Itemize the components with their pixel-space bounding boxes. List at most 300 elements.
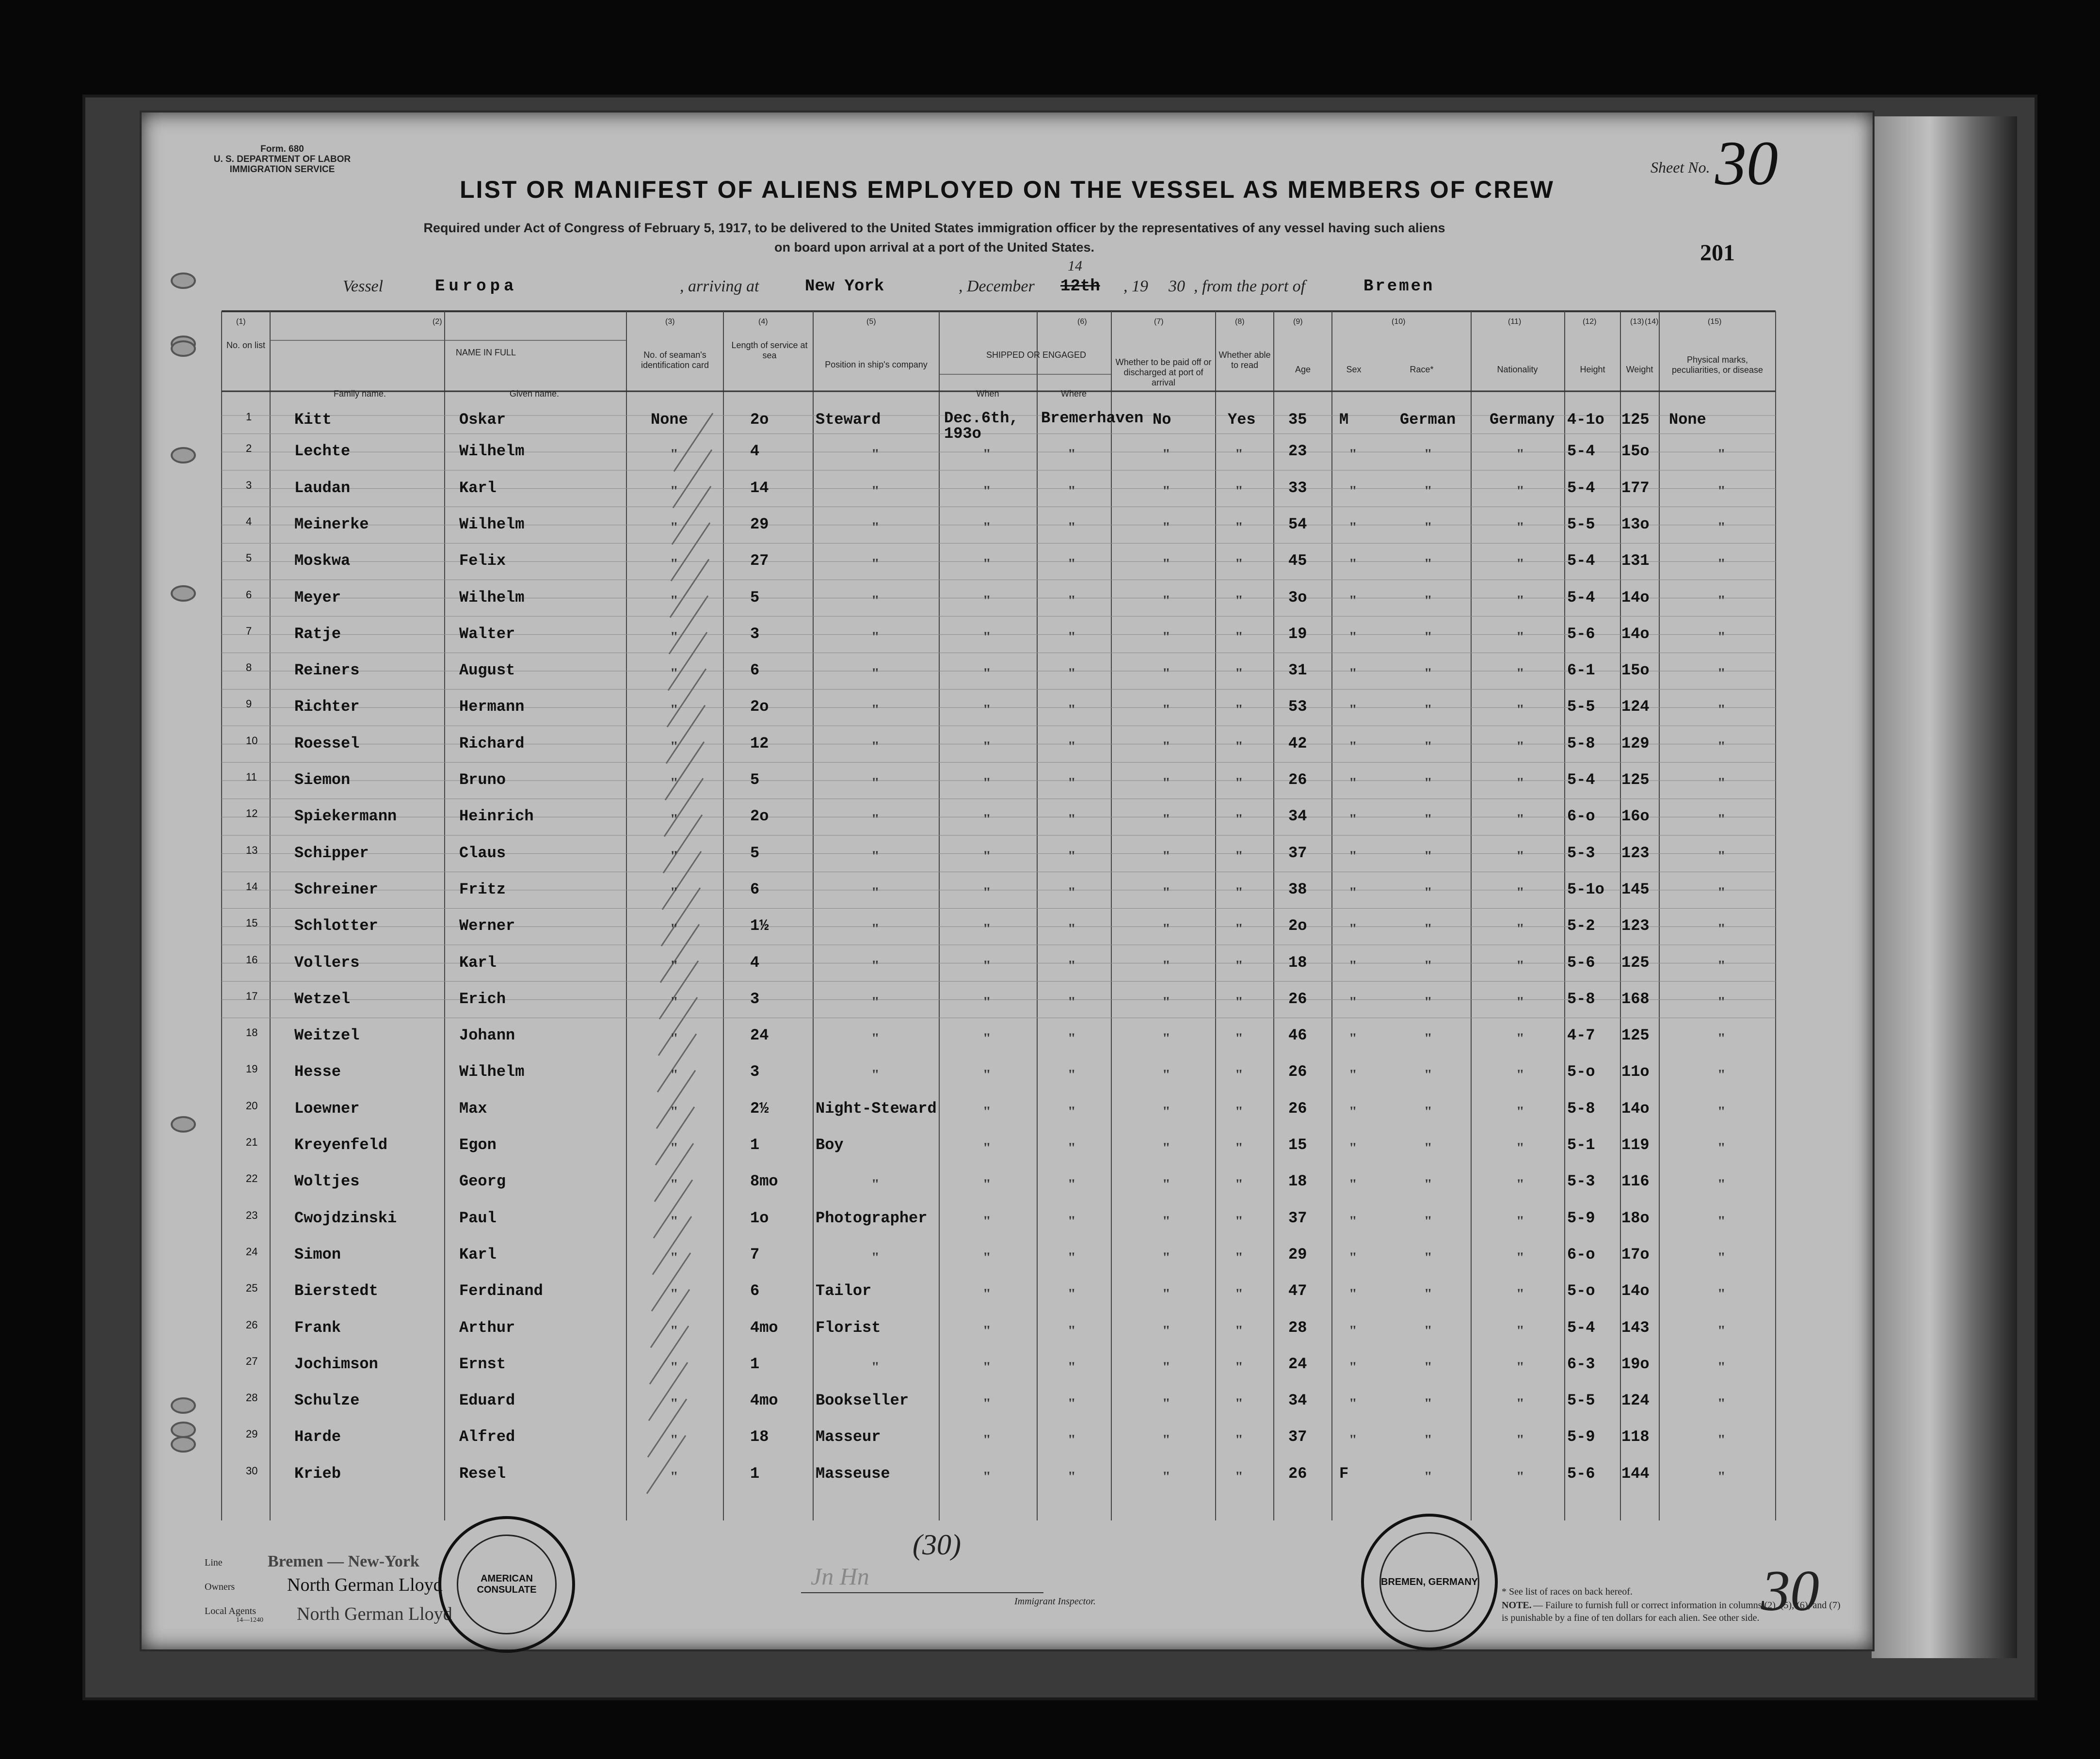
ditto-mark: " — [670, 1432, 678, 1448]
ditto-mark: " — [1235, 1249, 1243, 1265]
page-number: 201 — [1700, 240, 1735, 266]
ditto-mark: " — [1424, 1359, 1432, 1375]
ditto-mark: " — [670, 1140, 678, 1156]
cell-age: 31 — [1288, 661, 1307, 680]
column-number: (4) — [758, 318, 768, 326]
ditto-mark: " — [670, 811, 678, 828]
cell-weight: 14o — [1621, 588, 1650, 607]
column-number: (13) — [1630, 318, 1644, 326]
ditto-mark: " — [983, 446, 991, 463]
ditto-mark: " — [1162, 884, 1170, 900]
ditto-mark: " — [1424, 1468, 1432, 1485]
cell-length: 5 — [750, 588, 760, 607]
row-number: 15 — [246, 917, 258, 929]
row-number: 8 — [246, 661, 252, 674]
cell-family: Jochimson — [294, 1355, 378, 1373]
cell-given: Oskar — [459, 411, 506, 429]
ditto-mark: " — [1516, 1249, 1524, 1265]
ditto-mark: " — [1424, 1103, 1432, 1119]
ditto-mark: " — [871, 993, 880, 1010]
agents-code: 14—1240 — [236, 1616, 263, 1624]
cell-given: Arthur — [459, 1318, 515, 1337]
ditto-mark: " — [1162, 1249, 1170, 1265]
cell-family: Hesse — [294, 1063, 341, 1081]
ditto-mark: " — [1516, 628, 1524, 645]
ditto-mark: " — [871, 1030, 880, 1047]
cell-weight: 118 — [1621, 1428, 1650, 1446]
cell-family: Schlotter — [294, 917, 378, 935]
ditto-mark: " — [1516, 1213, 1524, 1229]
count-mark: (30) — [913, 1529, 961, 1561]
row-number: 7 — [246, 624, 252, 637]
ditto-mark: " — [1717, 519, 1726, 535]
cell-weight: 14o — [1621, 1099, 1650, 1118]
ditto-mark: " — [1717, 921, 1726, 937]
cell-weight: 11o — [1621, 1063, 1650, 1081]
cell-weight: 168 — [1621, 990, 1650, 1008]
ditto-mark: " — [1162, 1359, 1170, 1375]
ditto-mark: " — [1235, 1176, 1243, 1193]
column-number: (3) — [665, 318, 675, 326]
cell-family: Cwojdzinski — [294, 1209, 397, 1227]
cell-family: Ratje — [294, 624, 341, 643]
cell-height: 6-o — [1567, 807, 1595, 826]
ditto-mark: " — [1235, 1067, 1243, 1083]
ditto-mark: " — [670, 519, 678, 535]
date-day: 12th — [1060, 277, 1100, 296]
ditto-mark: " — [1162, 848, 1170, 864]
ditto-mark: " — [1424, 775, 1432, 791]
ditto-mark: " — [670, 957, 678, 974]
cell-age: 29 — [1288, 1245, 1307, 1263]
ditto-mark: " — [1162, 1432, 1170, 1448]
cell-given: Alfred — [459, 1428, 515, 1446]
ditto-mark: " — [1717, 811, 1726, 828]
ditto-mark: " — [1717, 1249, 1726, 1265]
column-header-age: Age — [1295, 365, 1311, 374]
ditto-mark: " — [670, 1030, 678, 1047]
cell-age: 23 — [1288, 442, 1307, 461]
ditto-mark: " — [1068, 665, 1076, 682]
ditto-mark: " — [1068, 556, 1076, 572]
cell-age: 53 — [1288, 698, 1307, 716]
cell-weight: 19o — [1621, 1355, 1650, 1373]
ditto-mark: " — [1068, 811, 1076, 828]
cell-weight: 123 — [1621, 844, 1650, 862]
ditto-mark: " — [1162, 592, 1170, 608]
ditto-mark: " — [983, 1359, 991, 1375]
column-number: (14) — [1645, 318, 1659, 326]
ditto-mark: " — [983, 884, 991, 900]
ditto-mark: " — [1235, 957, 1243, 974]
cell-given: Max — [459, 1099, 487, 1118]
row-number: 13 — [246, 844, 258, 856]
ditto-mark: " — [1068, 775, 1076, 791]
cell-given: Wilhelm — [459, 515, 525, 533]
cell-family: Schreiner — [294, 880, 378, 898]
ditto-mark: " — [1068, 921, 1076, 937]
ditto-mark: " — [1235, 628, 1243, 645]
ditto-mark: " — [1235, 738, 1243, 754]
ditto-mark: " — [1424, 1176, 1432, 1193]
ditto-mark: " — [1068, 1030, 1076, 1047]
column-header-position: Position in ship's company — [825, 360, 928, 369]
ditto-mark: " — [1516, 1103, 1524, 1119]
ditto-mark: " — [1349, 775, 1357, 791]
column-number: (15) — [1708, 318, 1722, 326]
cell-weight: 177 — [1621, 479, 1650, 497]
row-number: 23 — [246, 1209, 258, 1221]
ditto-mark: " — [1516, 1322, 1524, 1339]
ditto-mark: " — [1162, 1322, 1170, 1339]
ditto-mark: " — [1235, 519, 1243, 535]
cell-length: 3 — [750, 990, 760, 1008]
ditto-mark: " — [670, 1286, 678, 1302]
ditto-mark: " — [1349, 993, 1357, 1010]
cell-weight: 145 — [1621, 880, 1650, 898]
ditto-mark: " — [1424, 1395, 1432, 1412]
cell-weight: 129 — [1621, 734, 1650, 752]
row-number: 29 — [246, 1428, 258, 1440]
ditto-mark: " — [1162, 1140, 1170, 1156]
ditto-mark: " — [1717, 884, 1726, 900]
row-number: 17 — [246, 990, 258, 1002]
ditto-mark: " — [1424, 628, 1432, 645]
cell-family: Laudan — [294, 479, 351, 497]
agents-value: North German Lloyd — [297, 1604, 452, 1624]
ditto-mark: " — [1235, 1432, 1243, 1448]
ditto-mark: " — [871, 957, 880, 974]
row-number: 10 — [246, 734, 258, 747]
cell-length: 1 — [750, 1136, 760, 1154]
ditto-mark: " — [1068, 592, 1076, 608]
cell-marks: None — [1669, 411, 1706, 429]
cell-height: 5-5 — [1567, 698, 1595, 716]
ditto-mark: " — [983, 482, 991, 499]
cell-length: 2o — [750, 807, 769, 826]
year-prefix: , 19 — [1123, 277, 1148, 295]
ditto-mark: " — [983, 1322, 991, 1339]
ditto-mark: " — [871, 446, 880, 463]
ditto-mark: " — [1068, 1140, 1076, 1156]
ditto-mark: " — [1068, 482, 1076, 499]
ditto-mark: " — [1349, 884, 1357, 900]
cell-weight: 14o — [1621, 624, 1650, 643]
row-number: 27 — [246, 1355, 258, 1367]
ditto-mark: " — [1162, 519, 1170, 535]
ditto-mark: " — [1424, 1322, 1432, 1339]
ditto-mark: " — [670, 1213, 678, 1229]
column-header-paid-off: Whether to be paid off or discharged at port of arrival — [1115, 357, 1212, 387]
cell-weight: 18o — [1621, 1209, 1650, 1227]
cell-height: 5-o — [1567, 1063, 1595, 1081]
ditto-mark: " — [1162, 1067, 1170, 1083]
ditto-mark: " — [1424, 957, 1432, 974]
cell-length: 4mo — [750, 1391, 778, 1410]
ditto-mark: " — [1717, 1213, 1726, 1229]
ditto-mark: " — [1235, 702, 1243, 718]
cell-age: 18 — [1288, 1172, 1307, 1191]
table-grid — [142, 112, 1873, 1649]
cell-length: 12 — [750, 734, 769, 752]
ditto-mark: " — [670, 775, 678, 791]
column-header-when: When — [976, 389, 999, 399]
ditto-mark: " — [871, 1067, 880, 1083]
ditto-mark: " — [1349, 921, 1357, 937]
ditto-mark: " — [1717, 848, 1726, 864]
cell-age: 24 — [1288, 1355, 1307, 1373]
cell-family: Vollers — [294, 953, 360, 972]
ditto-mark: " — [1162, 738, 1170, 754]
cell-length: 18 — [750, 1428, 769, 1446]
column-number: (5) — [866, 318, 876, 326]
ditto-mark: " — [871, 628, 880, 645]
sheet-number-label: Sheet No. — [1651, 159, 1710, 176]
cell-age: 2o — [1288, 917, 1307, 935]
ditto-mark: " — [1349, 1176, 1357, 1193]
ditto-mark: " — [1068, 1176, 1076, 1193]
cell-given: Wilhelm — [459, 1063, 525, 1081]
column-header-where: Where — [1060, 389, 1087, 399]
cell-given: Paul — [459, 1209, 497, 1227]
cell-length: 3 — [750, 1063, 760, 1081]
cell-height: 5-4 — [1567, 552, 1595, 570]
cell-sex: M — [1339, 411, 1349, 429]
cell-length: 1o — [750, 1209, 769, 1227]
ditto-mark: " — [1516, 848, 1524, 864]
cell-position: Boy — [816, 1136, 844, 1154]
cell-length: 1 — [750, 1355, 760, 1373]
cell-length: 14 — [750, 479, 769, 497]
cell-height: 5-8 — [1567, 734, 1595, 752]
ditto-mark: " — [1717, 556, 1726, 572]
cell-length: 27 — [750, 552, 769, 570]
ditto-mark: " — [1162, 1103, 1170, 1119]
ditto-mark: " — [1235, 1140, 1243, 1156]
cell-height: 5-5 — [1567, 515, 1595, 533]
cell-weight: 124 — [1621, 1391, 1650, 1410]
column-header-able-read: Whether able to read — [1218, 350, 1271, 370]
arriving-label: , arriving at — [680, 277, 759, 295]
cell-given: Heinrich — [459, 807, 534, 826]
cell-position: Steward — [816, 411, 881, 429]
cell-height: 6-o — [1567, 1245, 1595, 1263]
cell-age: 54 — [1288, 515, 1307, 533]
ditto-mark: " — [1424, 592, 1432, 608]
ditto-mark: " — [983, 1468, 991, 1485]
cell-length: 5 — [750, 771, 760, 789]
cell-weight: 14o — [1621, 1282, 1650, 1300]
cell-height: 5-6 — [1567, 624, 1595, 643]
ditto-mark: " — [1516, 482, 1524, 499]
ditto-mark: " — [1717, 957, 1726, 974]
ditto-mark: " — [670, 702, 678, 718]
cell-given: Ernst — [459, 1355, 506, 1373]
ditto-mark: " — [1162, 556, 1170, 572]
cell-sex: F — [1339, 1464, 1349, 1483]
cell-family: Simon — [294, 1245, 341, 1263]
ditto-mark: " — [1516, 775, 1524, 791]
cell-id_card: None — [651, 411, 688, 429]
cell-age: 18 — [1288, 953, 1307, 972]
ditto-mark: " — [1235, 921, 1243, 937]
ditto-mark: " — [1516, 884, 1524, 900]
service: IMMIGRATION SERVICE — [229, 164, 335, 175]
cell-position: Bookseller — [816, 1391, 909, 1410]
ditto-mark: " — [670, 1176, 678, 1193]
cell-age: 42 — [1288, 734, 1307, 752]
column-number: (1) — [236, 318, 246, 326]
ditto-mark: " — [1424, 556, 1432, 572]
cell-length: 6 — [750, 661, 760, 680]
ditto-mark: " — [1235, 665, 1243, 682]
ditto-mark: " — [1349, 628, 1357, 645]
cell-age: 26 — [1288, 771, 1307, 789]
ditto-mark: " — [983, 1249, 991, 1265]
ditto-mark: " — [1349, 1359, 1357, 1375]
ditto-mark: " — [1424, 702, 1432, 718]
subtitle-line-2: on board upon arrival at a port of the United States. — [774, 240, 1095, 255]
ditto-mark: " — [1162, 482, 1170, 499]
cell-height: 4-1o — [1567, 411, 1604, 429]
ditto-mark: " — [1717, 1030, 1726, 1047]
row-number: 20 — [246, 1099, 258, 1112]
cell-race: German — [1400, 411, 1456, 429]
ditto-mark: " — [1717, 1432, 1726, 1448]
ditto-mark: " — [1162, 1030, 1170, 1047]
ditto-mark: " — [1235, 1213, 1243, 1229]
cell-age: 26 — [1288, 1099, 1307, 1118]
cell-family: Schulze — [294, 1391, 360, 1410]
ditto-mark: " — [1349, 1286, 1357, 1302]
ditto-mark: " — [1424, 1140, 1432, 1156]
ditto-mark: " — [670, 1067, 678, 1083]
ditto-mark: " — [1349, 1395, 1357, 1412]
cell-position: Masseuse — [816, 1464, 890, 1483]
ditto-mark: " — [1068, 993, 1076, 1010]
cell-weight: 15o — [1621, 661, 1650, 680]
ditto-mark: " — [1516, 1286, 1524, 1302]
ditto-mark: " — [1162, 1213, 1170, 1229]
cell-position: Tailor — [816, 1282, 872, 1300]
ditto-mark: " — [983, 628, 991, 645]
note-text-2: is punishable by a fine of ten dollars for each alien. See other side. — [1502, 1613, 1760, 1623]
ditto-mark: " — [1235, 1468, 1243, 1485]
ditto-mark: " — [1717, 1359, 1726, 1375]
ditto-mark: " — [1717, 702, 1726, 718]
cell-height: 5-6 — [1567, 953, 1595, 972]
row-number: 16 — [246, 953, 258, 966]
cell-given: Fritz — [459, 880, 506, 898]
row-number: 2 — [246, 442, 252, 455]
ditto-mark: " — [1516, 957, 1524, 974]
row-number: 25 — [246, 1282, 258, 1295]
row-number: 4 — [246, 515, 252, 528]
column-header-family-name: Family name. — [333, 389, 386, 399]
ditto-mark: " — [670, 592, 678, 608]
ditto-mark: " — [1717, 628, 1726, 645]
ditto-mark: " — [1068, 1395, 1076, 1412]
cell-length: 24 — [750, 1026, 769, 1045]
vessel-label: Vessel — [343, 277, 384, 295]
ditto-mark: " — [1424, 1432, 1432, 1448]
ditto-mark: " — [1717, 775, 1726, 791]
ditto-mark: " — [1516, 1030, 1524, 1047]
cell-family: Wetzel — [294, 990, 351, 1008]
ditto-mark: " — [1162, 1395, 1170, 1412]
cell-height: 5-2 — [1567, 917, 1595, 935]
ditto-mark: " — [1349, 1067, 1357, 1083]
cell-length: 5 — [750, 844, 760, 862]
ditto-mark: " — [871, 811, 880, 828]
cell-given: Karl — [459, 479, 497, 497]
column-header-name-in-full: NAME IN FULL — [455, 348, 516, 357]
ditto-mark: " — [983, 1030, 991, 1047]
ditto-mark: " — [1424, 446, 1432, 463]
ditto-mark: " — [871, 848, 880, 864]
inspector-label: Immigrant Inspector. — [1014, 1596, 1096, 1607]
ditto-mark: " — [1235, 1359, 1243, 1375]
ditto-mark: " — [871, 702, 880, 718]
ditto-mark: " — [983, 848, 991, 864]
cell-age: 3o — [1288, 588, 1307, 607]
ditto-mark: " — [1162, 665, 1170, 682]
row-number: 30 — [246, 1464, 258, 1477]
cell-age: 38 — [1288, 880, 1307, 898]
cell-weight: 119 — [1621, 1136, 1650, 1154]
cell-length: 2o — [750, 411, 769, 429]
ditto-mark: " — [1717, 1468, 1726, 1485]
cell-age: 34 — [1288, 1391, 1307, 1410]
ditto-mark: " — [871, 482, 880, 499]
cell-family: Loewner — [294, 1099, 360, 1118]
cell-position: Florist — [816, 1318, 881, 1337]
stamp-text: BREMEN, GERMANY — [1381, 1576, 1478, 1587]
cell-height: 5-1 — [1567, 1136, 1595, 1154]
ditto-mark: " — [1349, 1103, 1357, 1119]
ditto-mark: " — [1717, 1322, 1726, 1339]
cell-given: Felix — [459, 552, 506, 570]
cell-given: Walter — [459, 624, 515, 643]
cell-position: Photographer — [816, 1209, 928, 1227]
ditto-mark: " — [1235, 482, 1243, 499]
ditto-mark: " — [1349, 446, 1357, 463]
ditto-mark: " — [1424, 519, 1432, 535]
ditto-mark: " — [1349, 848, 1357, 864]
column-header-seaman-id: No. of seaman's identification card — [641, 350, 709, 370]
ditto-mark: " — [1068, 1067, 1076, 1083]
cell-weight: 13o — [1621, 515, 1650, 533]
ditto-mark: " — [670, 921, 678, 937]
ditto-mark: " — [871, 592, 880, 608]
ditto-mark: " — [983, 1395, 991, 1412]
ditto-mark: " — [871, 775, 880, 791]
cell-age: 34 — [1288, 807, 1307, 826]
ditto-mark: " — [1516, 811, 1524, 828]
ditto-mark: " — [670, 446, 678, 463]
ditto-mark: " — [983, 1286, 991, 1302]
cell-age: 26 — [1288, 1464, 1307, 1483]
date-day-corrected: 14 — [1068, 258, 1082, 274]
ditto-mark: " — [871, 556, 880, 572]
cell-height: 5-4 — [1567, 588, 1595, 607]
cell-height: 5-9 — [1567, 1209, 1595, 1227]
signature-line — [801, 1592, 1043, 1593]
cell-family: Siemon — [294, 771, 351, 789]
cell-weight: 125 — [1621, 1026, 1650, 1045]
ditto-mark: " — [1717, 446, 1726, 463]
row-number: 18 — [246, 1026, 258, 1039]
